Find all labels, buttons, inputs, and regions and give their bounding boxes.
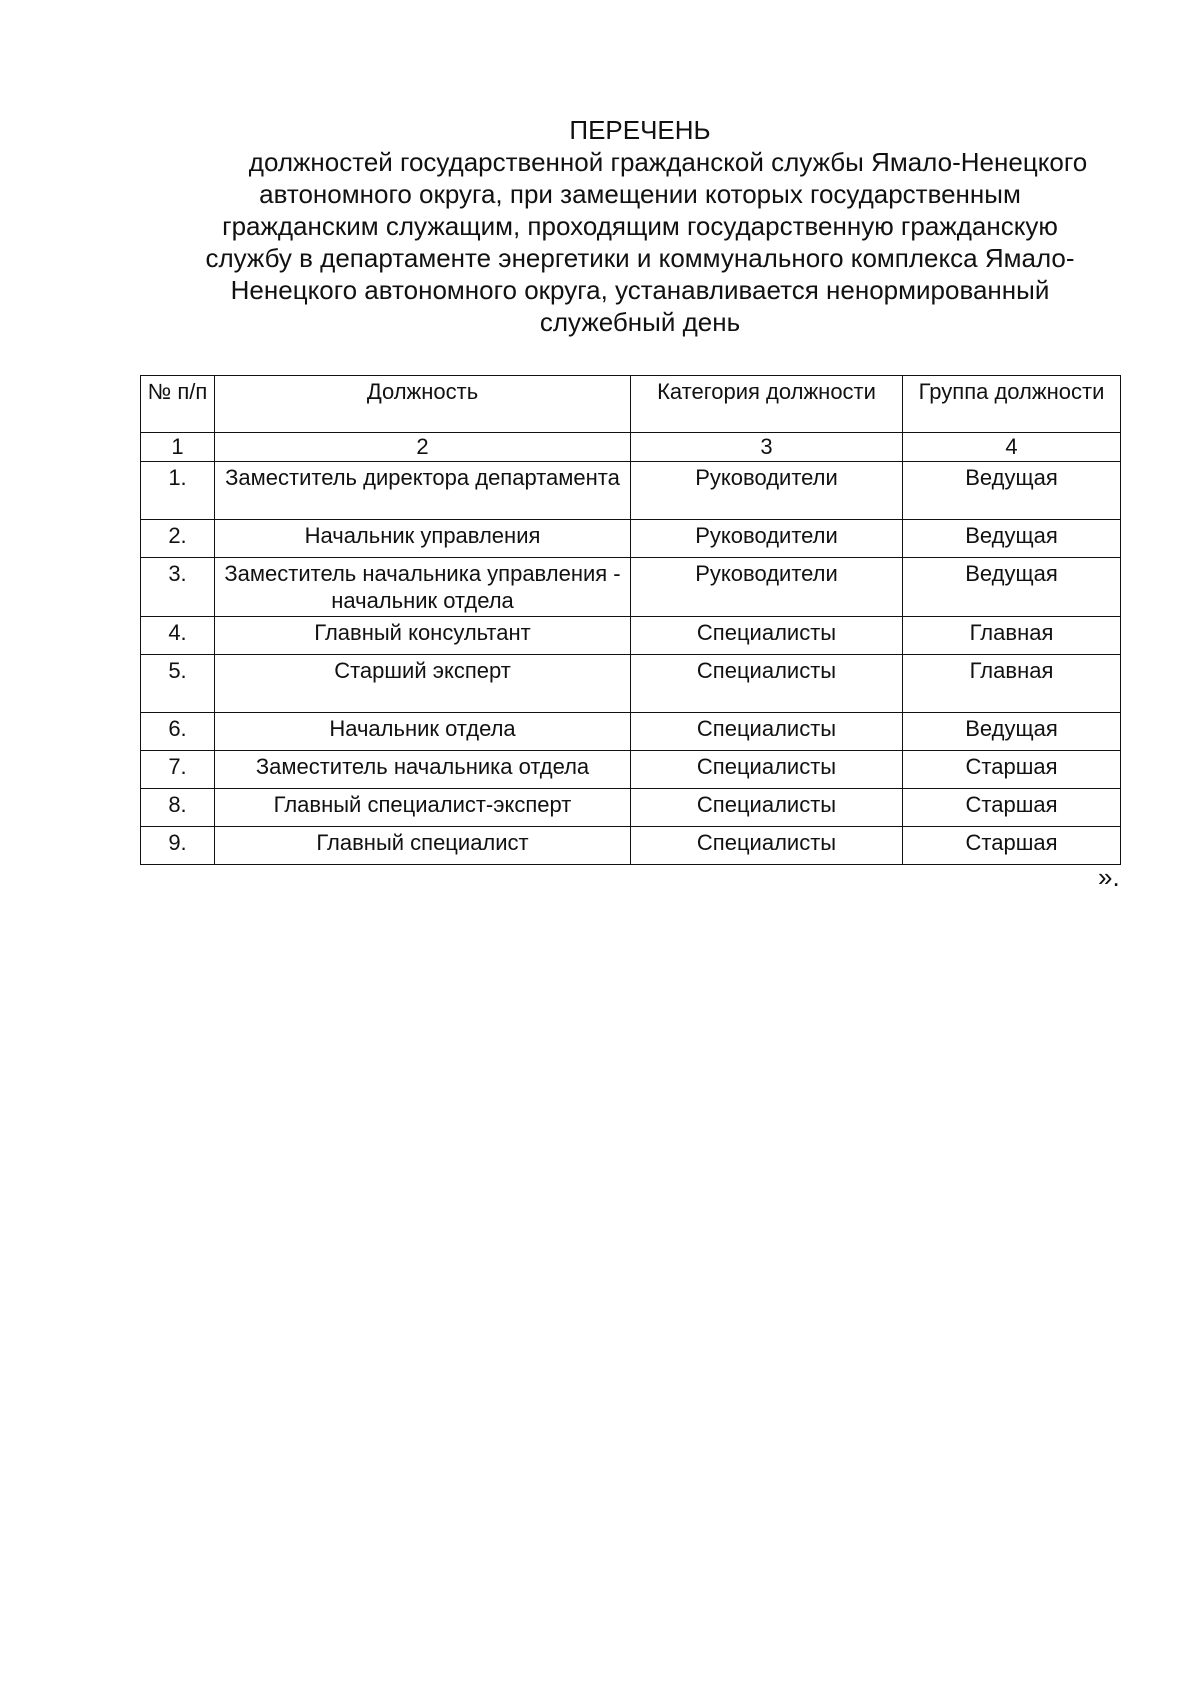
row-number: 1. (141, 462, 215, 520)
row-number: 2. (141, 520, 215, 558)
column-number-row (141, 433, 1121, 462)
category-cell: Руководители (631, 520, 903, 558)
title-line: службу в департаменте энергетики и коммунального комплекса Ямало- (205, 243, 1075, 273)
category-cell: Специалисты (631, 655, 903, 713)
table-row (141, 558, 1121, 617)
column-number: 1 (141, 433, 215, 462)
title-heading: ПЕРЕЧЕНЬ (569, 115, 711, 145)
category-cell: Руководители (631, 558, 903, 617)
position-cell: Заместитель начальника управления - начальник отдела (215, 558, 631, 617)
table-row (141, 789, 1121, 827)
category-cell: Специалисты (631, 751, 903, 789)
header-group: Группа должности (903, 376, 1121, 433)
table-header-row (141, 376, 1121, 433)
column-number: 4 (903, 433, 1121, 462)
header-position: Должность (215, 376, 631, 433)
position-cell: Главный консультант (215, 617, 631, 655)
document-title (140, 114, 1140, 338)
category-cell: Специалисты (631, 713, 903, 751)
row-number: 5. (141, 655, 215, 713)
row-number: 4. (141, 617, 215, 655)
table-row (141, 462, 1121, 520)
title-line: служебный день (539, 307, 741, 337)
position-cell: Старший эксперт (215, 655, 631, 713)
group-cell: Старшая (903, 827, 1121, 865)
position-cell: Начальник отдела (215, 713, 631, 751)
table-row (141, 655, 1121, 713)
group-cell: Главная (903, 655, 1121, 713)
closing-quote-mark: ». (1098, 862, 1120, 892)
category-cell: Специалисты (631, 789, 903, 827)
position-cell: Главный специалист-эксперт (215, 789, 631, 827)
row-number: 3. (141, 558, 215, 617)
positions-table (140, 375, 1121, 865)
row-number: 8. (141, 789, 215, 827)
category-cell: Специалисты (631, 617, 903, 655)
table-row (141, 827, 1121, 865)
position-cell: Начальник управления (215, 520, 631, 558)
title-line: должностей государственной гражданской службы Ямало-Ненецкого (248, 147, 1088, 177)
group-cell: Старшая (903, 751, 1121, 789)
group-cell: Главная (903, 617, 1121, 655)
table-row (141, 751, 1121, 789)
position-cell: Заместитель начальника отдела (215, 751, 631, 789)
row-number: 6. (141, 713, 215, 751)
position-cell: Заместитель директора департамента (215, 462, 631, 520)
header-category: Категория должности (631, 376, 903, 433)
group-cell: Старшая (903, 789, 1121, 827)
category-cell: Руководители (631, 462, 903, 520)
title-line: Ненецкого автономного округа, устанавливается ненормированный (230, 275, 1050, 305)
column-number: 2 (215, 433, 631, 462)
title-line: гражданским служащим, проходящим государственную гражданскую (222, 211, 1058, 241)
category-cell: Специалисты (631, 827, 903, 865)
position-cell: Главный специалист (215, 827, 631, 865)
table-row (141, 617, 1121, 655)
row-number: 7. (141, 751, 215, 789)
row-number: 9. (141, 827, 215, 865)
header-number: № п/п (141, 376, 215, 433)
table-row (141, 520, 1121, 558)
group-cell: Ведущая (903, 558, 1121, 617)
group-cell: Ведущая (903, 713, 1121, 751)
table-row (141, 713, 1121, 751)
title-line: автономного округа, при замещении которых государственным (259, 179, 1021, 209)
group-cell: Ведущая (903, 520, 1121, 558)
group-cell: Ведущая (903, 462, 1121, 520)
column-number: 3 (631, 433, 903, 462)
